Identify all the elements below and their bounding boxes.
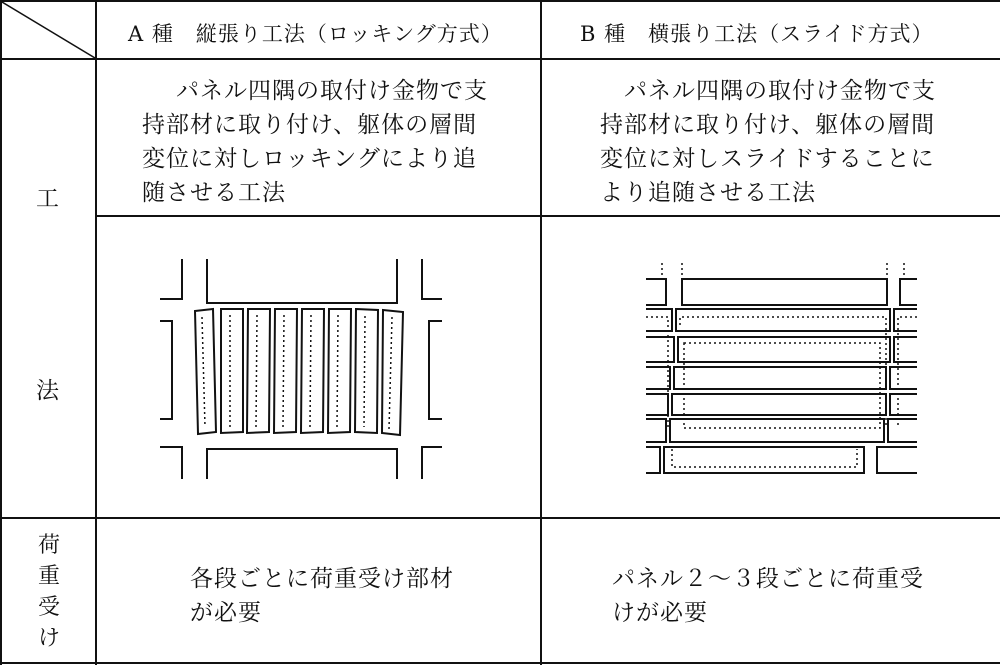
row-label-load-char: 受 bbox=[37, 595, 60, 620]
text-line: 持部材に取り付け、躯体の層間 bbox=[600, 112, 936, 138]
text-line: が必要 bbox=[190, 600, 262, 626]
text-line: 持部材に取り付け、躯体の層間 bbox=[142, 112, 478, 138]
text-line: パネル四隅の取付け金物で支 bbox=[176, 78, 488, 104]
load-row-divider bbox=[0, 517, 1000, 519]
text-line: より追随させる工法 bbox=[600, 180, 816, 206]
table-border-top bbox=[0, 0, 1000, 2]
method-a-description bbox=[142, 74, 488, 210]
row-label-method-1: 工 bbox=[36, 186, 59, 212]
text-line: 変位に対しスライドすることに bbox=[600, 146, 935, 172]
diagram-rocking-vertical-panels bbox=[97, 217, 540, 517]
text-line: パネル２～３段ごとに荷重受 bbox=[612, 566, 924, 592]
diagram-slide-horizontal-panels bbox=[542, 217, 1000, 517]
corner-diagonal bbox=[0, 0, 96, 60]
load-a-description bbox=[190, 562, 454, 630]
table-border-left bbox=[0, 0, 2, 665]
header-divider bbox=[0, 58, 1000, 60]
text-line: けが必要 bbox=[612, 600, 708, 626]
load-b-description bbox=[612, 562, 924, 630]
row-label-method-2: 法 bbox=[36, 378, 59, 404]
header-type-a: A 種 縦張り工法（ロッキング方式） bbox=[128, 22, 503, 46]
text-line: パネル四隅の取付け金物で支 bbox=[624, 78, 936, 104]
row-label-load-char: け bbox=[37, 626, 60, 651]
row-label-load-char: 重 bbox=[37, 564, 60, 589]
row-label-load bbox=[34, 530, 64, 654]
method-b-description bbox=[600, 74, 936, 210]
row-label-load-char: 荷 bbox=[37, 533, 60, 558]
table-border-bottom bbox=[0, 662, 1000, 664]
text-line: 随させる工法 bbox=[142, 180, 286, 206]
text-line: 各段ごとに荷重受け部材 bbox=[190, 566, 454, 592]
header-type-b: B 種 横張り工法（スライド方式） bbox=[580, 22, 934, 46]
text-line: 変位に対しロッキングにより追 bbox=[142, 146, 477, 172]
